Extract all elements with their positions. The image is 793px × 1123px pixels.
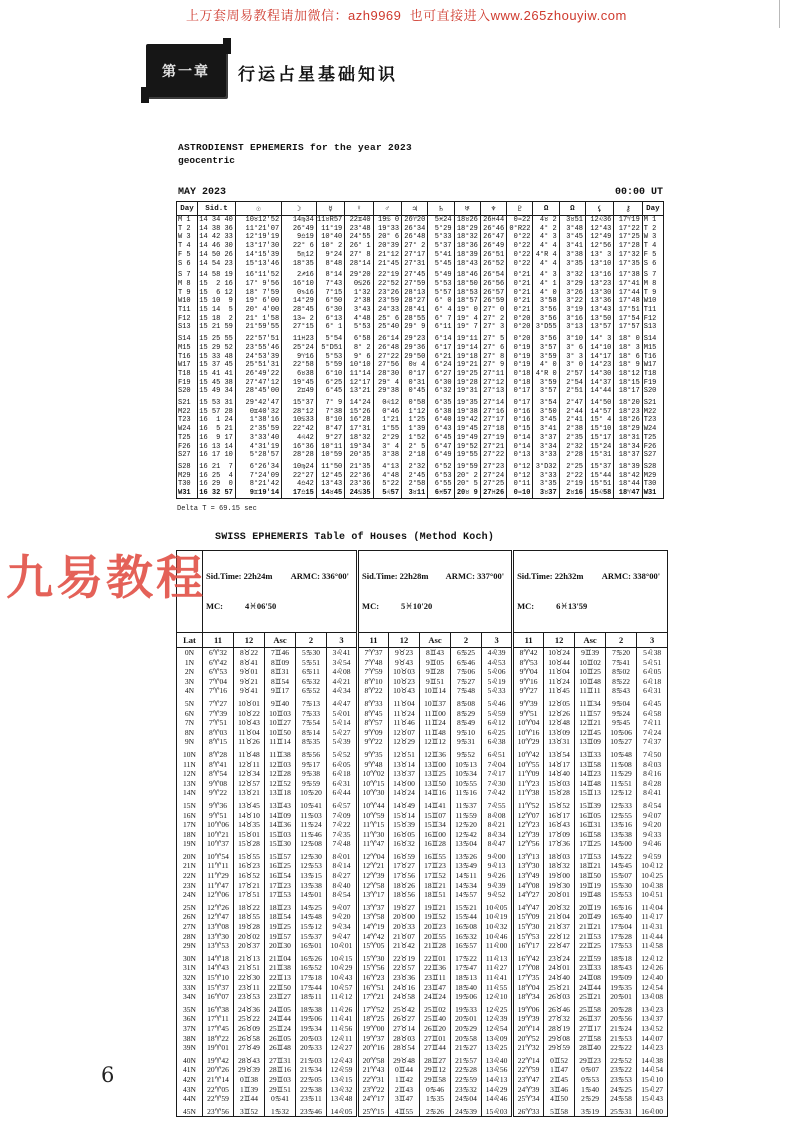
page-edge-mark bbox=[779, 0, 780, 28]
houses-section-2-header bbox=[358, 551, 513, 633]
houses-table bbox=[176, 550, 668, 1117]
page-number: 6 bbox=[101, 1063, 115, 1087]
table-row: T11 15 14 5 20° 4'00 28°45 6°30 3°43 24°33 28°41 6° 4 19° 0 27° 0 0°21 3°56 3°19 13°43 17°51 T11 bbox=[177, 306, 664, 315]
table-row: 25N 12♈26 18♉22 18♊23 14♋25 9♌07 13♈37 19♉27 19♊21 15♋21 10♌05 14♈47 20♉32 20♊19 16♋16 11♌04 bbox=[177, 903, 668, 913]
column-header: ☿ bbox=[316, 202, 344, 216]
table-row: 41N 20♈26 29♉39 28♊16 21♋34 12♌59 21♈43 0♊44 29♊12 22♋28 13♌56 22♈59 1♊47 0♋07 23♋22 14♌54 bbox=[177, 1065, 668, 1075]
table-row: S20 15 49 34 28°45'00 2♊49 6°45 13°21 29°38 0°45 6°32 19°31 27°13 0°17 3°57 2°51 14°44 18°17 S20 bbox=[177, 387, 664, 396]
section-sid-time: Sid.Time: 22h24m bbox=[206, 571, 273, 581]
column-header: ♄ bbox=[428, 202, 454, 216]
table-row: T18 15 41 41 26°49'22 6♉38 6°10 11°14 28°30 0°17 6°27 19°25 27°11 0°18 4°R 0 2°57 14°30 18°12 T18 bbox=[177, 370, 664, 379]
table-row: M29 16 25 4 7°24'09 22°27 12°45 22°36 4°48 2°45 6°53 20° 2 27°24 0°12 3°33 2°22 15°44 18°42 M29 bbox=[177, 472, 664, 481]
ephemeris-title: ASTRODIENST EPHEMERIS for the year 2023 bbox=[178, 142, 413, 153]
table-row: 26N 12♈47 18♉55 18♊54 14♋48 9♌20 13♈58 20♉00 19♊52 15♋44 10♌19 15♈09 21♉04 20♊49 16♋40 11♌17 bbox=[177, 912, 668, 922]
table-row: 38N 18♈22 26♉58 26♊05 20♋03 12♌11 19♈37 28♉03 27♊01 20♋58 13♌09 20♈52 29♉08 27♊58 21♋53 14♌07 bbox=[177, 1034, 668, 1044]
column-header: 12 bbox=[544, 633, 575, 648]
table-row: 42N 21♈14 0♊38 29♊03 22♋05 13♌15 22♈31 1♊42 29♊58 22♋59 14♌13 23♈47 2♊45 0♋53 23♋53 15♌10 bbox=[177, 1075, 668, 1085]
table-row: 37N 17♈45 26♉09 25♊24 19♋34 11♌56 19♈00 27♉14 26♊20 20♋29 12♌54 20♈14 28♉19 27♊17 21♋24 13♌52 bbox=[177, 1024, 668, 1034]
table-row: 12N 8♈54 12♉34 12♊28 9♋38 6♌18 10♈02 13♉37 13♊25 10♋34 7♌17 11♈09 14♉40 14♊23 11♋29 8♌16 bbox=[177, 769, 668, 779]
houses-section-header-row bbox=[177, 551, 668, 633]
section-mc-label: MC: bbox=[517, 601, 535, 611]
column-header: ⚷ bbox=[614, 202, 642, 216]
column-header: Day bbox=[642, 202, 663, 216]
table-row: S27 16 17 10 5°28'57 28°28 10°59 20°35 3°38 2°18 6°49 19°55 27°22 0°13 3°33 2°28 15°31 18°37 S27 bbox=[177, 451, 664, 460]
ephemeris-body bbox=[177, 216, 664, 499]
table-row: 7N 7♈51 10♉43 10♊27 7♋54 5♌14 8♈57 11♉46 11♊24 8♋49 6♌12 10♈04 12♉48 12♊21 9♋45 7♌11 bbox=[177, 718, 668, 728]
table-row: 21N 11♈11 16♉23 16♊25 12♋53 8♌14 12♈21 17♉27 17♊23 13♋49 9♌13 13♈30 18♉32 18♊21 14♋45 10♌12 bbox=[177, 861, 668, 871]
ephemeris-subtitle: geocentric bbox=[178, 155, 236, 166]
section-sid-time: Sid.Time: 22h32m bbox=[517, 571, 584, 581]
table-row: 16N 9♈51 14♉10 14♊09 11♋03 7♌09 10♈59 15♉14 15♊07 11♋59 8♌08 12♈07 16♉17 16♊05 12♋55 9♌07 bbox=[177, 811, 668, 821]
table-row: W24 16 5 21 2°35'59 22°42 8°47 17°31 1°55 1°39 6°43 19°45 27°18 0°15 3°41 2°38 15°10 18°29 W24 bbox=[177, 425, 664, 434]
table-row: 36N 17♈11 25♉22 24♊44 19♋06 11♌41 18♈25 26♉27 25♊40 20♋01 12♌39 19♈39 27♉32 26♊37 20♋56 13♌37 bbox=[177, 1014, 668, 1024]
table-row: S14 15 25 55 22°57'51 11♓23 5°54 6°58 26°14 29°23 6°14 19°11 27° 5 0°20 3°56 3°10 14° 3 18° 0 S14 bbox=[177, 335, 664, 344]
column-header: 11 bbox=[358, 633, 389, 648]
table-row: 13N 9♈08 12♉57 12♊52 9♋59 6♌31 10♈15 14♉00 13♊50 10♋55 7♌30 11♈23 15♉03 14♊48 11♋51 8♌28 bbox=[177, 779, 668, 789]
table-row: 30N 14♈18 21♉13 21♊04 16♋26 10♌15 15♈30 22♉19 22♊01 17♋22 11♌13 16♈42 23♉24 22♊59 18♋18 12♌12 bbox=[177, 954, 668, 964]
table-row: 34N 16♈07 23♉53 23♊27 18♋11 11♌12 17♈21 24♉58 24♊24 19♋06 12♌10 18♈34 26♉03 25♊21 20♋01 13♌08 bbox=[177, 992, 668, 1002]
houses-title: SWISS EPHEMERIS Table of Houses (Method Koch) bbox=[215, 532, 495, 543]
table-row: 45N 23♈56 3♊52 1♋32 23♋46 14♌05 25♈15 4♊55 2♋26 24♋39 15♌03 26♈33 5♊58 3♋19 25♋31 16♌00 bbox=[177, 1107, 668, 1117]
houses-section-3-header bbox=[513, 551, 668, 633]
table-row: 2N 6♈53 9♉01 8♊31 6♋11 4♌08 7♈59 10♉03 9♊28 7♋06 5♌06 9♈04 11♉04 10♊25 8♋02 6♌05 bbox=[177, 667, 668, 677]
promo-text: 上万套周易教程请加微信：azh9969 也可直接进入www.265zhouyiw.com bbox=[186, 8, 627, 23]
table-row: T 4 14 46 30 13°17'30 22° 6 10° 2 26° 1 20°39 27° 2 5°37 18°36 26°49 0°22 4° 4 3°41 12°56 17°28 T 4 bbox=[177, 242, 664, 251]
table-row: 19N 10♈37 15♉28 15♊30 12♋08 7♌48 11♈47 16♉32 16♊28 13♋04 8♌47 12♈56 17♉36 17♊25 14♋00 9♌46 bbox=[177, 839, 668, 849]
table-row: 23N 11♈47 17♉21 17♊23 13♋38 8♌40 12♈58 18♉26 18♊21 14♋34 9♌39 14♈08 19♉30 19♊19 15♋30 10♌38 bbox=[177, 881, 668, 891]
ephemeris-table-wrap bbox=[176, 201, 664, 499]
column-header: 3 bbox=[637, 633, 668, 648]
table-row: M 8 15 2 16 17° 9'56 16°10 7°43 0♋26 22°52 27°59 5°53 18°50 26°56 0°21 4° 1 3°29 13°23 17°41 M 8 bbox=[177, 280, 664, 289]
table-row: 1N 6♈42 8♉41 8♊09 5♋51 3♌54 7♈48 9♉43 9♊05 6♋46 4♌53 8♈53 10♉44 10♊02 7♋41 5♌51 bbox=[177, 658, 668, 668]
table-row: S 6 14 54 23 15°13'46 18°35 8°48 28°14 21°45 27°31 5°45 18°43 26°52 0°22 4° 4 3°35 13°10 17°35 S 6 bbox=[177, 260, 664, 269]
section-mc-value: 5♓10'20 bbox=[401, 601, 433, 611]
table-row: W 3 14 42 33 12°19'19 9♎19 10°40 24°55 20° 6 26°48 5°33 18°32 26°47 0°22 4° 3 3°45 12°49 17°25 W 3 bbox=[177, 233, 664, 242]
table-row: F 5 14 50 26 14°15'39 5♏12 9°24 27° 8 21°12 27°17 5°41 18°39 26°51 0°22 4°R 4 3°38 13° 3 17°32 F 5 bbox=[177, 251, 664, 260]
table-row: 15N 9♈36 13♉45 13♊43 10♋41 6♌57 10♈44 14♉49 14♊41 11♋37 7♌55 11♈52 15♉52 15♊39 12♋33 8♌54 bbox=[177, 801, 668, 811]
table-row: 9N 8♈15 11♉26 11♊14 8♋35 5♌39 9♈22 12♉29 12♊12 9♋31 6♌38 10♈29 13♉31 13♊09 10♋27 7♌37 bbox=[177, 737, 668, 747]
table-row: T16 15 33 48 24°53'39 9♈16 5°53 9° 6 27°22 29°50 6°21 19°18 27° 8 0°19 3°59 3° 3 14°17 18° 6 T16 bbox=[177, 353, 664, 362]
column-header: ♀ bbox=[345, 202, 373, 216]
column-header: ♇ bbox=[507, 202, 533, 216]
ephemeris-table bbox=[176, 201, 664, 499]
column-header: Asc bbox=[575, 633, 606, 648]
table-row: 18N 10♈21 15♉01 15♊03 11♋46 7♌35 11♈30 16♉05 16♊00 12♋42 8♌34 12♈39 17♉09 16♊58 13♋38 9♌33 bbox=[177, 830, 668, 840]
ephemeris-month-label: MAY 2023 bbox=[178, 187, 227, 198]
table-row: 14N 9♈22 13♉21 13♊18 10♋20 6♌44 10♈30 14♉24 14♊16 11♋16 7♌42 11♈38 15♉28 15♊13 12♋12 8♌41 bbox=[177, 788, 668, 798]
table-row: F12 15 18 2 21° 1'58 13♒ 2 6°13 4°48 25° 6 28°55 6° 7 19° 4 27° 2 0°20 3°56 3°16 13°50 17°54 F12 bbox=[177, 315, 664, 324]
table-row: 3N 7♈04 9♉21 8♊54 6♋32 4♌21 8♈10 10♉23 9♊51 7♋27 5♌19 9♈16 11♉24 10♊48 8♋22 6♌18 bbox=[177, 677, 668, 687]
houses-table-wrap bbox=[176, 550, 670, 1116]
column-header: 12 bbox=[389, 633, 420, 648]
table-row: F19 15 45 38 27°47'12 19°45 6°25 12°17 29° 4 0°31 6°30 19°28 27°12 0°18 3°59 2°54 14°37 18°15 F19 bbox=[177, 379, 664, 388]
houses-colheader-row bbox=[177, 633, 668, 648]
table-row: 0N 6♈32 8♉22 7♊46 5♋30 3♌41 7♈37 9♉23 8♊43 6♋25 4♌39 8♈42 10♉24 9♊39 7♋20 5♌38 bbox=[177, 648, 668, 658]
table-row: 39N 19♈01 27♉49 26♊48 20♋33 12♌27 20♈16 28♉54 27♊44 21♋27 13♌25 21♈32 29♉59 28♊40 22♋22 14♌23 bbox=[177, 1043, 668, 1053]
section-mc-value: 6♓13'59 bbox=[556, 601, 588, 611]
table-row: 43N 22♈05 1♊39 29♊51 22♋38 13♌32 23♈22 2♊43 0♋46 23♋32 14♌29 24♈39 3♊46 1♋40 24♋25 15♌27 bbox=[177, 1085, 668, 1095]
chapter-title: 行运占星基础知识 bbox=[238, 65, 398, 84]
table-row: M22 15 57 28 0♊40'32 28°12 7°38 15°26 0°46 1°12 6°38 19°38 27°16 0°16 3°50 2°44 14°57 18°23 M22 bbox=[177, 408, 664, 417]
column-header: Ω bbox=[533, 202, 559, 216]
table-row: W10 15 10 9 19° 6'00 14°29 6°50 2°38 23°59 28°27 6° 0 18°57 26°59 0°21 3°58 3°22 13°36 17°48 W10 bbox=[177, 297, 664, 306]
table-row: 5N 7♈27 10♉01 9♊40 7♋13 4♌47 8♈33 11♉04 10♊37 8♋08 5♌46 9♈39 12♉05 11♊34 9♋04 6♌45 bbox=[177, 699, 668, 709]
chapter-badge: 第一章 bbox=[162, 62, 210, 79]
table-row: 24N 12♈06 17♉51 17♊53 14♋01 8♌54 13♈17 18♉56 18♊51 14♋57 9♌52 14♈27 20♉01 19♊48 15♋53 10♌51 bbox=[177, 890, 668, 900]
section-mc-label: MC: bbox=[362, 601, 380, 611]
section-armc: ARMC: 337°00' bbox=[445, 571, 505, 581]
column-header: ☽ bbox=[282, 202, 317, 216]
section-mc-label: MC: bbox=[206, 601, 223, 611]
section-armc: ARMC: 338°00' bbox=[601, 571, 661, 581]
table-row: 33N 15♈37 23♉11 22♊50 17♋44 10♌57 16♈51 24♉16 23♊47 18♋40 11♌55 18♈04 25♉21 24♊44 19♋35 12♌54 bbox=[177, 983, 668, 993]
table-row: 22N 11♈29 16♉52 16♊54 13♋15 8♌27 12♈39 17♉56 17♊52 14♋11 9♌26 13♈49 19♉00 18♊50 15♋07 10♌25 bbox=[177, 871, 668, 881]
table-row: 29N 13♈53 20♉37 20♊30 16♋01 10♌01 15♈05 21♉42 21♊28 16♋57 11♌00 16♈17 22♉47 22♊25 17♋53 11♌58 bbox=[177, 941, 668, 951]
column-header: ⚸ bbox=[586, 202, 614, 216]
column-header: ♃ bbox=[402, 202, 428, 216]
column-header: Lat bbox=[177, 633, 203, 648]
table-row: S28 16 21 7 6°26'34 10♍24 11°50 21°35 4°13 2°32 6°52 19°59 27°23 0°12 3°D32 2°25 15°37 18°39 S28 bbox=[177, 463, 664, 472]
ephemeris-time-label: 00:00 UT bbox=[614, 187, 663, 198]
table-row: 6N 7♈39 10♉22 10♊03 7♋33 5♌01 8♈45 11♉24 11♊00 8♋29 5♌59 9♈51 12♉26 11♊57 9♋24 6♌58 bbox=[177, 709, 668, 719]
ephemeris-header-row bbox=[177, 202, 664, 216]
column-header: ♂ bbox=[373, 202, 401, 216]
table-row: W31 16 32 57 9♊19'14 17♎15 14♉45 24♋35 5♌57 3♉11 6♓57 20♉ 9 27♓26 0♒10 3♉37 2♉16 15♌58 18♈47 W31 bbox=[177, 489, 664, 498]
table-row: T23 16 1 24 1°38'16 10♋33 8°10 16°28 1°21 1°25 6°40 19°42 27°17 0°16 3°45 2°41 15° 4 18°26 T23 bbox=[177, 416, 664, 425]
column-header: 11 bbox=[203, 633, 234, 648]
table-row: 27N 13♈08 19♉28 19♊25 15♋12 9♌34 14♈19 20♉33 20♊23 16♋08 10♌32 15♈30 21♉37 21♊21 17♋04 11♌31 bbox=[177, 922, 668, 932]
table-row: 32N 15♈10 22♉30 22♊13 17♋18 10♌43 16♈23 23♉36 23♊11 18♋13 11♌41 17♈35 24♉40 24♊08 19♋09 12♌40 bbox=[177, 973, 668, 983]
table-row: T30 16 29 0 8°21'42 4♎42 13°43 23°36 5°22 2°58 6°55 20° 5 27°25 0°11 3°35 2°19 15°51 18°44 T30 bbox=[177, 480, 664, 489]
column-header: 11 bbox=[513, 633, 544, 648]
column-header: 2 bbox=[606, 633, 637, 648]
houses-body bbox=[177, 648, 668, 1117]
column-header: 2 bbox=[296, 633, 327, 648]
table-row: 40N 19♈42 28♉43 27♊31 21♋03 12♌43 20♈58 29♉48 28♊27 21♋57 13♌40 22♈14 0♊52 29♊23 22♋52 14♌38 bbox=[177, 1056, 668, 1066]
table-row: 20N 10♈54 15♉55 15♊57 12♋30 8♌01 12♈04 16♉59 16♊55 13♋26 9♌00 13♈13 18♉03 17♊53 14♋22 9♌59 bbox=[177, 852, 668, 862]
column-header: ♆ bbox=[480, 202, 506, 216]
delta-t-note: Delta T = 69.15 sec bbox=[177, 505, 257, 513]
section-sid-time: Sid.Time: 22h28m bbox=[362, 571, 429, 581]
side-watermark: 九易教程 bbox=[6, 551, 206, 604]
table-row: 44N 22♈59 2♊44 0♋41 23♋11 13♌48 24♈17 3♊47 1♋35 24♋04 14♌46 25♈34 4♊50 2♋29 24♋58 15♌43 bbox=[177, 1094, 668, 1104]
table-row: W17 15 37 45 25°51'31 22°58 5°59 10°10 27°56 0♉ 4 6°24 19°21 27° 9 0°19 4° 0 3° 0 14°23 18° 9 W17 bbox=[177, 361, 664, 370]
chapter-banner bbox=[146, 44, 226, 97]
column-header: Day bbox=[177, 202, 198, 216]
section-armc: ARMC: 336°00' bbox=[290, 571, 350, 581]
table-row: M 1 14 34 40 10♉12'52 14♍34 11♉R57 22♊40 19♋ 0 26♈20 5♓24 18♉26 26♓44 0♒22 4♉ 2 3♉51 12♌36 17♈19 M 1 bbox=[177, 216, 664, 225]
section-mc-value: 4♓06'50 bbox=[245, 601, 277, 611]
column-header: ☉ bbox=[235, 202, 281, 216]
table-row: 11N 8♈41 12♉11 12♊03 9♋17 6♌05 9♈48 13♉14 13♊00 10♋13 7♌04 10♈55 14♉17 13♊58 11♋08 8♌03 bbox=[177, 760, 668, 770]
column-header: 3 bbox=[327, 633, 358, 648]
table-row: T25 16 9 17 3°33'40 4♌42 9°27 18°32 2°29 1°52 6°45 19°49 27°19 0°14 3°37 2°35 15°17 18°31 T25 bbox=[177, 434, 664, 443]
column-header: 3 bbox=[482, 633, 513, 648]
table-row: M15 15 29 52 23°55'46 25°24 5°D51 8° 2 26°48 29°36 6°17 19°14 27° 6 0°19 3°57 3° 6 14°10 18° 3 M15 bbox=[177, 344, 664, 353]
table-row: 8N 8♈03 11♉04 10♊50 8♋14 5♌27 9♈09 12♉07 11♊48 9♋10 6♌25 10♈16 13♉09 12♊45 10♋06 7♌24 bbox=[177, 728, 668, 738]
table-row: T 2 14 38 36 11°21'07 26°49 11°19 23°48 19°33 26°34 5°29 18°29 26°46 0°R22 4° 2 3°48 12°43 17°22 T 2 bbox=[177, 225, 664, 234]
table-row: 10N 8♈28 11♉48 11♊38 8♋56 5♌52 9♈35 12♉51 12♊36 9♋52 6♌51 10♈42 13♉54 13♊33 10♋48 7♌50 bbox=[177, 750, 668, 760]
column-header: Asc bbox=[265, 633, 296, 648]
table-row: S 7 14 58 19 16°11'52 2♐16 8°14 29°20 22°19 27°45 5°49 18°46 26°54 0°21 4° 3 3°32 13°16 17°38 S 7 bbox=[177, 271, 664, 280]
table-row: 28N 13♈30 20♉02 19♊57 15♋37 9♌47 14♈42 21♉07 20♊55 16♋32 10♌46 15♈53 22♉12 21♊53 17♋28 11♌44 bbox=[177, 932, 668, 942]
column-header: Sid.t bbox=[198, 202, 236, 216]
houses-section-1-header bbox=[203, 551, 358, 633]
table-row: 35N 16♈38 24♉36 24♊05 18♋38 11♌26 17♈52 25♉42 25♊02 19♋33 12♌25 19♈06 26♉46 25♊58 20♋28 13♌23 bbox=[177, 1005, 668, 1015]
column-header: 2 bbox=[451, 633, 482, 648]
table-row: S13 15 21 59 21°59'55 27°15 6° 1 5°53 25°40 29° 9 6°11 19° 7 27° 3 0°20 3°D55 3°13 13°57 17°57 S13 bbox=[177, 323, 664, 332]
column-header: ♅ bbox=[454, 202, 480, 216]
table-row: S21 15 53 31 29°42'47 15°37 7° 9 14°24 0♌12 0°58 6°35 19°35 27°14 0°17 3°54 2°47 14°50 18°20 S21 bbox=[177, 399, 664, 408]
table-row: 4N 7♈16 9♉41 9♊17 6♋52 4♌34 8♈22 10♉43 10♊14 7♋48 5♌33 9♈27 11♉45 11♊11 8♋43 6♌31 bbox=[177, 686, 668, 696]
table-row: 31N 14♈43 21♉51 21♊38 16♋52 10♌29 15♈56 22♉57 22♊36 17♋47 11♌27 17♈08 24♉01 23♊33 18♋43 12♌26 bbox=[177, 963, 668, 973]
column-header: 12 bbox=[234, 633, 265, 648]
table-row: 17N 10♈06 14♉35 14♊36 11♋24 7♌22 11♈15 15♉39 15♊34 12♋20 8♌21 12♈23 16♉43 16♊31 13♋16 9♌20 bbox=[177, 820, 668, 830]
column-header: Ω bbox=[559, 202, 585, 216]
table-row: F26 16 13 14 4°31'19 16°36 10°11 19°34 3° 4 2° 5 6°47 19°52 27°21 0°14 3°34 2°32 15°24 18°34 F26 bbox=[177, 443, 664, 452]
column-header: Asc bbox=[420, 633, 451, 648]
table-row: T 9 15 6 12 18° 7'59 0♑16 7°15 1°32 23°26 28°13 5°57 18°53 26°57 0°21 4° 0 3°26 13°30 17°44 T 9 bbox=[177, 289, 664, 298]
